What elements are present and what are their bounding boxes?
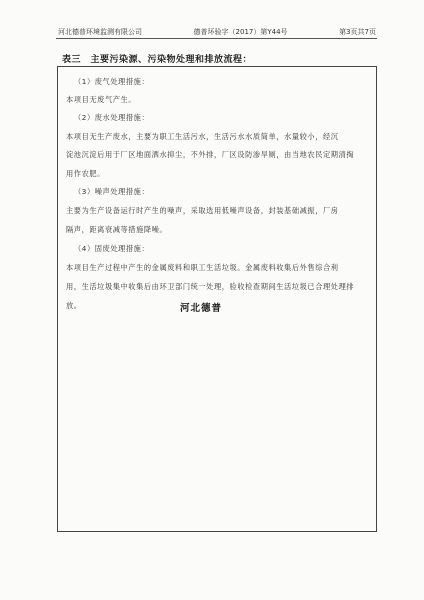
wastewater-text-line-1: 本项目无生产废水，主要为职工生活污水，生活污水水质简单，水量较小，经沉 — [66, 132, 339, 141]
solid-waste-text-line-3: 放。 — [66, 301, 82, 310]
noise-text-line-1: 主要为生产设备运行时产生的噪声，采取选用低噪声设备，封装基础减振，厂房 — [66, 206, 339, 215]
noise-heading: （3）噪声处理措施： — [74, 187, 150, 196]
wastewater-heading: （2）废水处理措施： — [74, 113, 150, 122]
solid-waste-text-line-1: 本项目生产过程中产生的金属废料和职工生活垃圾。金属废料收集后外售综合利 — [66, 263, 339, 272]
waste-gas-heading: （1）废气处理措施： — [74, 77, 150, 86]
company-stamp: 河北德普 — [180, 303, 223, 314]
header-company: 河北德普环境监测有限公司 — [58, 28, 142, 36]
wastewater-text-line-3: 用作农肥。 — [66, 169, 105, 178]
header-divider — [56, 38, 377, 39]
solid-waste-heading: （4）固废处理措施： — [74, 244, 150, 253]
solid-waste-text-line-2: 用，生活垃圾集中收集后由环卫部门统一处理，验收检查期间生活垃圾已合理处理排 — [66, 282, 355, 291]
header-report-number: 德普环验字（2017）第Y44号 — [193, 28, 288, 36]
noise-text-line-2: 隔声，距离衰减等措施降噪。 — [66, 225, 168, 234]
page-header — [58, 26, 376, 38]
section-title: 表三 主要污染源、污染物处理和排放流程： — [62, 55, 253, 65]
wastewater-text-line-2: 淀池沉淀后用于厂区地面洒水抑尘，不外排，厂区设防渗旱厕，由当地农民定期清掏 — [66, 150, 355, 159]
waste-gas-text: 本项目无废气产生。 — [66, 95, 137, 104]
header-page-number: 第3页共7页 — [339, 28, 376, 36]
